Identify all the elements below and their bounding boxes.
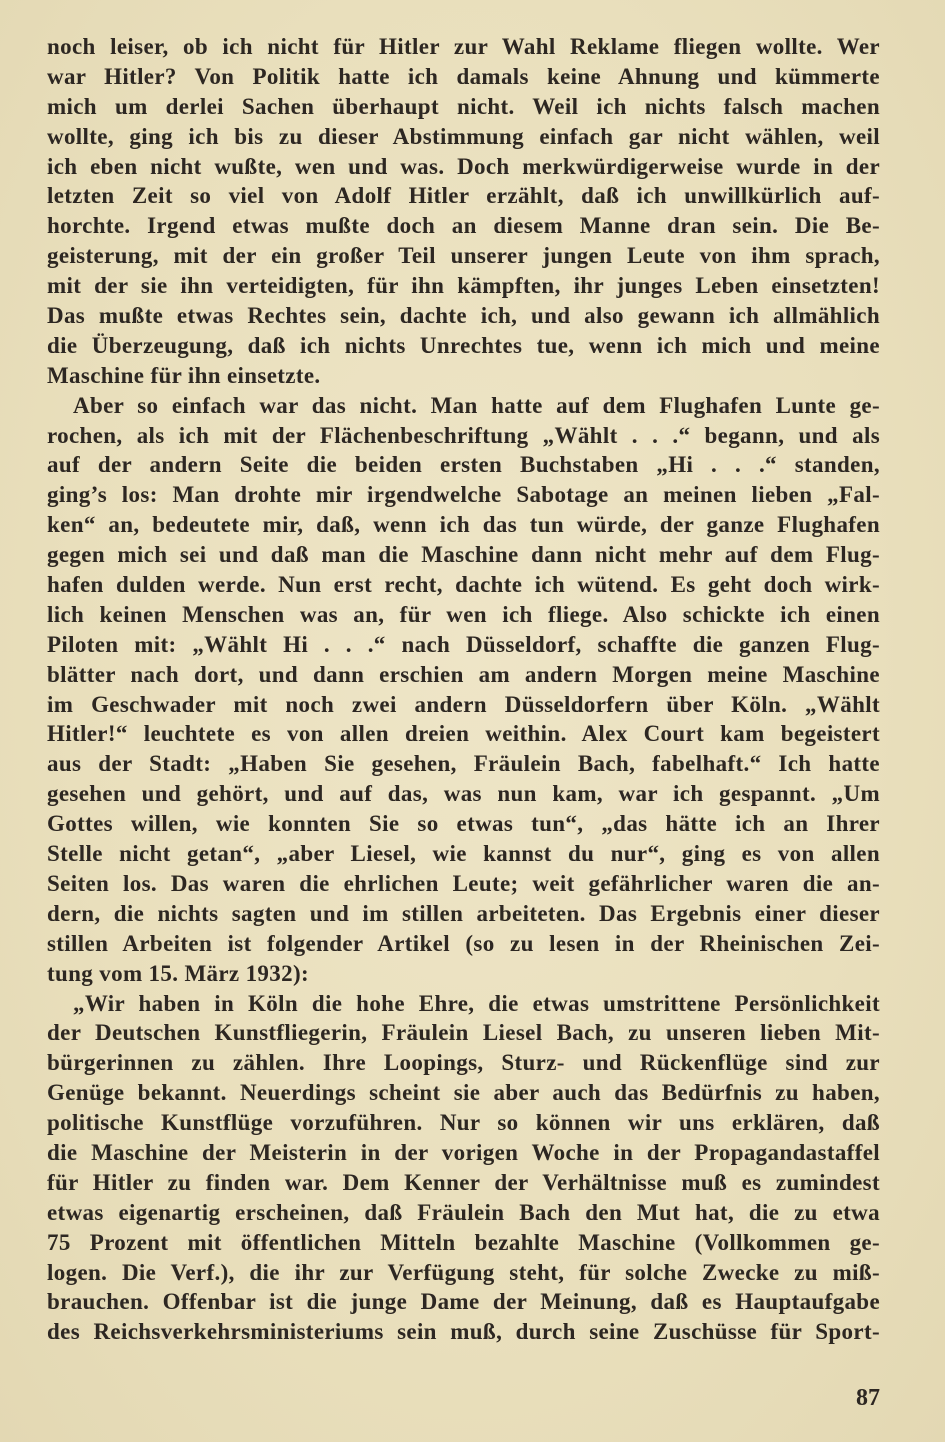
text-line: dern, die nichts sagten und im stillen arbeiteten. Das Ergebnis einer dieser — [47, 900, 880, 926]
text-line: die Überzeugung, daß ich nichts Unrechtes tue, wenn ich mich und meine — [47, 332, 880, 358]
text-line: Aber so einfach war das nicht. Man hatte auf dem Flughafen Lunte ge- — [73, 392, 880, 418]
text-line: Genüge bekannt. Neuerdings scheint sie aber auch das Bedürfnis zu haben, — [47, 1080, 880, 1106]
text-line: logen. Die Verf.), die ihr zur Verfügung steht, für solche Zwecke zu miß- — [47, 1259, 880, 1285]
text-line: letzten Zeit so viel von Adolf Hitler erzählt, daß ich unwillkürlich auf- — [47, 183, 880, 209]
text-line: Maschine für ihn einsetzte. — [47, 362, 321, 388]
text-line: für Hitler zu finden war. Dem Kenner der Verhältnisse muß es zumindest — [47, 1169, 880, 1195]
text-line: wollte, ging ich bis zu dieser Abstimmung einfach gar nicht wählen, weil — [47, 123, 880, 149]
text-line: horchte. Irgend etwas mußte doch an diesem Manne dran sein. Die Be- — [47, 213, 880, 239]
text-line: 75 Prozent mit öffentlichen Mitteln bezahlte Maschine (Vollkommen ge- — [47, 1229, 880, 1255]
text-line: stillen Arbeiten ist folgender Artikel (so zu lesen in der Rheinischen Zei- — [47, 930, 880, 956]
text-line: Piloten mit: „Wählt Hi . . .“ nach Düsseldorf, schaffte die ganzen Flug- — [47, 631, 880, 657]
text-line: war Hitler? Von Politik hatte ich damals keine Ahnung und kümmerte — [47, 63, 880, 89]
text-line: auf der andern Seite die beiden ersten Buchstaben „Hi . . .“ standen, — [47, 452, 880, 478]
text-line: Gottes willen, wie konnten Sie so etwas tun“, „das hätte ich an Ihrer — [47, 811, 880, 837]
page-text — [47, 32, 880, 1347]
text-line: geisterung, mit der ein großer Teil unserer jungen Leute von ihm sprach, — [47, 243, 880, 269]
text-line: der Deutschen Kunstfliegerin, Fräulein Liesel Bach, zu unseren lieben Mit- — [47, 1020, 880, 1046]
text-line: bürgerinnen zu zählen. Ihre Loopings, Sturz- und Rückenflüge sind zur — [47, 1050, 880, 1076]
text-line: „Wir haben in Köln die hohe Ehre, die etwas umstrittene Persönlichkeit — [73, 990, 880, 1016]
text-line: Seiten los. Das waren die ehrlichen Leute; weit gefährlicher waren die an- — [47, 870, 880, 896]
text-line: lich keinen Menschen was an, für wen ich fliege. Also schickte ich einen — [47, 601, 880, 627]
text-line: aus der Stadt: „Haben Sie gesehen, Fräulein Bach, fabelhaft.“ Ich hatte — [47, 751, 880, 777]
text-line: noch leiser, ob ich nicht für Hitler zur Wahl Reklame fliegen wollte. Wer — [47, 34, 880, 59]
paragraph — [47, 391, 880, 989]
text-line: Hitler!“ leuchtete es von allen dreien weithin. Alex Court kam begeistert — [47, 721, 880, 747]
text-line: gegen mich sei und daß man die Maschine dann nicht mehr auf dem Flug- — [47, 542, 880, 568]
text-line: etwas eigenartig erscheinen, daß Fräulein Bach den Mut hat, die zu etwa — [47, 1199, 880, 1225]
text-line: ging’s los: Man drohte mir irgendwelche Sabotage an meinen lieben „Fal- — [47, 482, 880, 508]
text-line: die Maschine der Meisterin in der vorigen Woche in der Propagandastaffel — [47, 1139, 880, 1165]
text-line: rochen, als ich mit der Flächenbeschriftung „Wählt . . .“ begann, und als — [47, 422, 880, 448]
paragraph — [47, 32, 880, 391]
text-line: Das mußte etwas Rechtes sein, dachte ich, und also gewann ich allmählich — [47, 303, 880, 329]
text-line: ich eben nicht wußte, wen und was. Doch merkwürdigerweise wurde in der — [47, 153, 880, 179]
text-line: mich um derlei Sachen überhaupt nicht. Weil ich nichts falsch machen — [47, 93, 880, 119]
text-line: tung vom 15. März 1932): — [47, 960, 309, 986]
page-number: 87 — [856, 1385, 880, 1411]
text-line: gesehen und gehört, und auf das, was nun kam, war ich gespannt. „Um — [47, 781, 880, 807]
text-line: mit der sie ihn verteidigten, für ihn kämpften, ihr junges Leben einsetzten! — [47, 273, 880, 299]
text-line: hafen dulden werde. Nun erst recht, dachte ich wütend. Es geht doch wirk- — [47, 572, 880, 598]
text-line: blätter nach dort, und dann erschien am andern Morgen meine Maschine — [47, 661, 880, 687]
text-line: ken“ an, bedeutete mir, daß, wenn ich das tun würde, der ganze Flughafen — [47, 512, 880, 538]
text-line: brauchen. Offenbar ist die junge Dame der Meinung, daß es Hauptaufgabe — [47, 1289, 880, 1315]
text-line: politische Kunstflüge vorzuführen. Nur so können wir uns erklären, daß — [47, 1110, 880, 1136]
text-line: des Reichsverkehrsministeriums sein muß, durch seine Zuschüsse für Sport- — [47, 1319, 880, 1345]
text-line: im Geschwader mit noch zwei andern Düsseldorfern über Köln. „Wählt — [47, 691, 880, 717]
text-line: Stelle nicht getan“, „aber Liesel, wie kannst du nur“, ging es von allen — [47, 841, 880, 867]
paragraph — [47, 989, 880, 1348]
